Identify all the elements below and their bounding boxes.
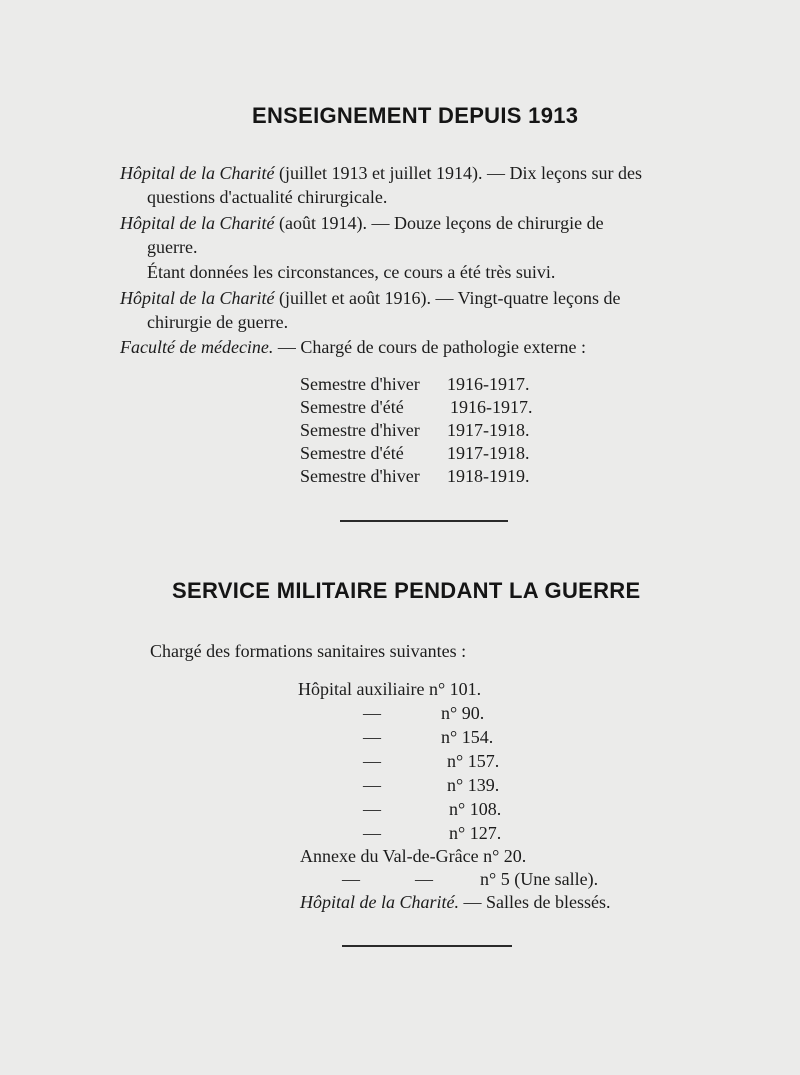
service-intro: Chargé des formations sanitaires suivantes : <box>150 641 467 661</box>
hospital-number: n° 108. <box>449 799 502 819</box>
hospital-number: n° 127. <box>449 823 502 843</box>
semester-term: Semestre d'hiver <box>300 374 420 394</box>
annexe-cont-line <box>342 868 598 890</box>
semester-years: 1917-1918. <box>447 443 530 463</box>
semester-years: 1918-1919. <box>447 466 530 486</box>
entry-3-text: (juillet et août 1916). — Vingt-quatre leçons de <box>274 288 621 308</box>
hospital-number: n° 154. <box>441 727 494 747</box>
ditto-dash: — <box>363 727 381 747</box>
hospital-row <box>363 774 499 796</box>
entry-4-place: Faculté de médecine. <box>120 337 274 357</box>
entry-3-place: Hôpital de la Charité <box>120 288 275 308</box>
section-title-service-militaire: SERVICE MILITAIRE PENDANT LA GUERRE <box>172 578 641 603</box>
annexe-cont: n° 5 (Une salle). <box>480 869 599 889</box>
semester-term: Semestre d'hiver <box>300 420 420 440</box>
charite-place: Hôpital de la Charité. <box>300 892 459 912</box>
semester-years: 1916-1917. <box>450 397 533 417</box>
semester-term: Semestre d'été <box>300 397 404 417</box>
entry-2-text: (août 1914). — Douze leçons de chirurgie de <box>274 213 604 233</box>
entry-1-line-2: questions d'actualité chirurgicale. <box>147 187 388 207</box>
semester-row <box>300 465 530 487</box>
hospital-row <box>363 702 484 724</box>
entry-note: Étant données les circonstances, ce cours a été très suivi. <box>147 262 556 282</box>
hospital-number: n° 157. <box>447 751 500 771</box>
semester-row <box>300 419 530 441</box>
entry-1-text: (juillet 1913 et juillet 1914). — Dix leçons sur des <box>274 163 642 183</box>
section-title-enseignement: ENSEIGNEMENT DEPUIS 1913 <box>252 103 579 128</box>
semester-term: Semestre d'hiver <box>300 466 420 486</box>
ditto-dash: — <box>342 869 360 889</box>
hospital-number: n° 90. <box>441 703 485 723</box>
entry-4-text: — Chargé de cours de pathologie externe : <box>273 337 586 357</box>
ditto-dash: — <box>363 799 381 819</box>
entry-3-line-1 <box>120 287 621 309</box>
ditto-dash: — <box>363 775 381 795</box>
entry-1-line-1 <box>120 162 642 184</box>
semester-row <box>300 373 530 395</box>
semester-row <box>300 396 533 418</box>
semester-years: 1917-1918. <box>447 420 530 440</box>
entry-4-line-1 <box>120 336 586 358</box>
semester-term: Semestre d'été <box>300 443 404 463</box>
entry-2-line-2: guerre. <box>147 237 198 257</box>
entry-2-line-1 <box>120 212 604 234</box>
entry-1-place: Hôpital de la Charité <box>120 163 275 183</box>
hospital-row <box>363 750 499 772</box>
charite-line <box>300 891 610 913</box>
hospital-row <box>363 822 501 844</box>
entry-2-place: Hôpital de la Charité <box>120 213 275 233</box>
ditto-dash: — <box>363 703 381 723</box>
semester-years: 1916-1917. <box>447 374 530 394</box>
ditto-dash: — <box>363 823 381 843</box>
entry-3-line-2: chirurgie de guerre. <box>147 312 289 332</box>
ditto-dash: — <box>363 751 381 771</box>
hospital-number: n° 139. <box>447 775 500 795</box>
semester-row <box>300 442 530 464</box>
hospital-first: Hôpital auxiliaire n° 101. <box>298 679 482 699</box>
ditto-dash: — <box>415 869 433 889</box>
section-divider <box>340 520 508 522</box>
section-divider <box>342 945 512 947</box>
hospital-row <box>363 798 501 820</box>
charite-text: — Salles de blessés. <box>459 892 611 912</box>
hospital-row <box>363 726 493 748</box>
annexe-line: Annexe du Val-de-Grâce n° 20. <box>300 846 527 866</box>
